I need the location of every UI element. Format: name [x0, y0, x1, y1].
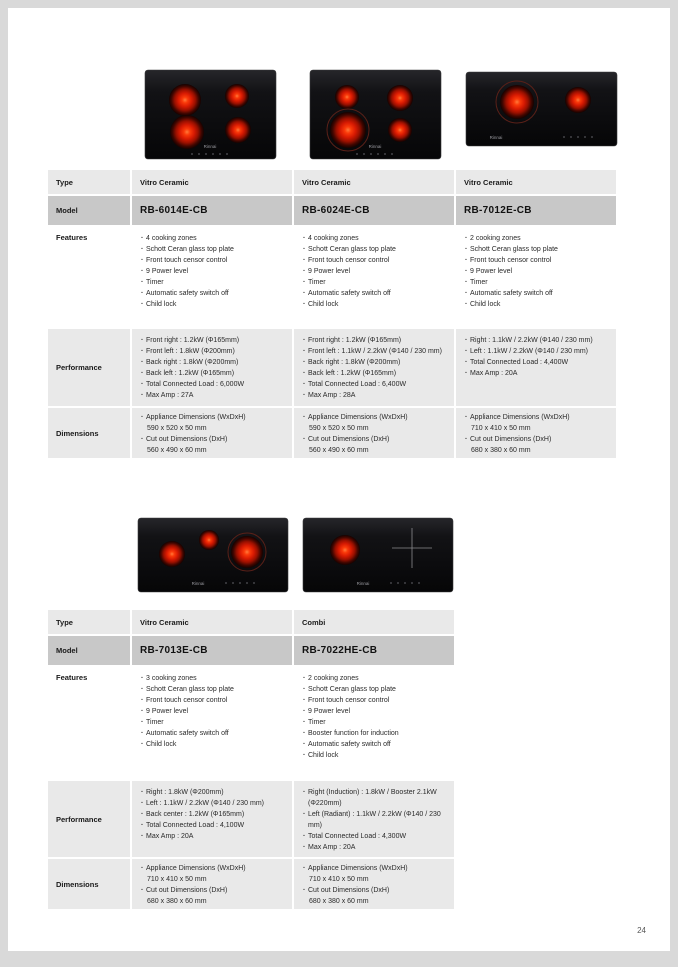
- row-label-type: Type: [48, 610, 130, 634]
- heating-zone: [330, 112, 366, 148]
- dimensions-list: · Appliance Dimensions (WxDxH) 590 x 520 x 50 mm · Cut out Dimensions (DxH) 560 x 490 x 60 mm: [294, 408, 454, 458]
- heating-zone: [199, 530, 219, 550]
- cooktop-illustration: [136, 514, 290, 596]
- page-number: 24: [637, 926, 646, 935]
- brand-logo: Rinnai: [489, 135, 503, 140]
- performance-list: · Front right : 1.2kW (Φ165mm) · Front left : 1.8kW (Φ200mm) · Back right : 1.8kW (Φ200mm) · Back left : 1.2kW (Φ165mm) · Total Connected Load : 6,000W · Max Amp : 27A: [132, 329, 292, 406]
- catalog-page: [8, 8, 670, 951]
- dimensions-list: · Appliance Dimensions (WxDxH) 710 x 410 x 50 mm · Cut out Dimensions (DxH) 680 x 380 x 60 mm: [456, 408, 616, 458]
- heating-zone: [330, 535, 360, 565]
- heating-zone: [500, 85, 534, 119]
- spec-row-dimensions: [48, 408, 670, 458]
- heating-zone: [225, 84, 249, 108]
- type-value: Vitro Ceramic: [132, 610, 292, 634]
- row-label-performance: Performance: [48, 781, 130, 857]
- features-list: · 4 cooking zones · Schott Ceran glass top plate · Front touch censor control · 9 Power level · Timer · Automatic safety switch off · Child lock: [294, 227, 454, 327]
- cooktop-illustration: [464, 68, 619, 150]
- model-value: RB-7013E-CB: [132, 636, 292, 665]
- type-value: Combi: [294, 610, 454, 634]
- brand-logo: Rinnai: [191, 581, 205, 586]
- performance-list: · Right : 1.1kW / 2.2kW (Φ140 / 230 mm) · Left : 1.1kW / 2.2kW (Φ140 / 230 mm) · Total Connected Load : 4,400W · Max Amp : 20A: [456, 329, 616, 406]
- spec-row-model: [48, 196, 670, 225]
- performance-list: · Right (Induction) : 1.8kW / Booster 2.1kW (Φ220mm) · Left (Radiant) : 1.1kW / 2.2kW (Φ140 / 230 mm) · Total Connected Load : 4,300W · Max Amp : 20A: [294, 781, 454, 857]
- heating-zone: [159, 541, 185, 567]
- type-value: Vitro Ceramic: [132, 170, 292, 194]
- product-image-rb-6014e-cb: [140, 68, 281, 162]
- brand-logo: Rinnai: [356, 581, 370, 586]
- model-value: RB-7022HE-CB: [294, 636, 454, 665]
- row-label-model: Model: [48, 196, 130, 225]
- heating-zone: [170, 115, 204, 149]
- product-image-rb-7022he-cb: [301, 514, 455, 596]
- type-value: Vitro Ceramic: [294, 170, 454, 194]
- product-image-rb-7012e-cb: [464, 68, 619, 150]
- dimensions-list: · Appliance Dimensions (WxDxH) 710 x 410 x 50 mm · Cut out Dimensions (DxH) 680 x 380 x 60 mm: [294, 859, 454, 909]
- heating-zone: [387, 85, 413, 111]
- spec-row-features: [48, 227, 670, 327]
- features-list: · 4 cooking zones · Schott Ceran glass top plate · Front touch censor control · 9 Power level · Timer · Automatic safety switch off · Child lock: [132, 227, 292, 327]
- brand-logo: Rinnai: [368, 144, 382, 149]
- cooktop-illustration: [301, 514, 455, 596]
- spec-row-performance: [48, 329, 670, 406]
- row-label-features: Features: [48, 227, 130, 327]
- row-label-performance: Performance: [48, 329, 130, 406]
- features-list: · 2 cooking zones · Schott Ceran glass top plate · Front touch censor control · 9 Power level · Timer · Automatic safety switch off · Child lock: [456, 227, 616, 327]
- heating-zone: [225, 117, 251, 143]
- spec-row-performance: [48, 781, 670, 857]
- spec-row-type: [48, 610, 670, 634]
- row-label-dimensions: Dimensions: [48, 859, 130, 909]
- features-list: · 2 cooking zones · Schott Ceran glass top plate · Front touch censor control · 9 Power level · Timer · Booster function for induction · Automatic safety switch off · Child lock: [294, 667, 454, 779]
- model-value: RB-6014E-CB: [132, 196, 292, 225]
- heating-zone: [231, 536, 263, 568]
- spec-row-dimensions: [48, 859, 670, 909]
- heating-zone: [388, 118, 412, 142]
- spec-table-top: [48, 170, 670, 458]
- brand-logo: Rinnai: [203, 144, 217, 149]
- spec-row-model: [48, 636, 670, 665]
- features-list: · 3 cooking zones · Schott Ceran glass top plate · Front touch censor control · 9 Power level · Timer · Automatic safety switch off · Child lock: [132, 667, 292, 779]
- performance-list: · Right : 1.8kW (Φ200mm) · Left : 1.1kW / 2.2kW (Φ140 / 230 mm) · Back center : 1.2kW (Φ165mm) · Total Connected Load : 4,100W · Max Amp : 20A: [132, 781, 292, 857]
- spec-row-type: [48, 170, 670, 194]
- row-label-model: Model: [48, 636, 130, 665]
- row-label-type: Type: [48, 170, 130, 194]
- heating-zone: [335, 85, 359, 109]
- dimensions-list: · Appliance Dimensions (WxDxH) 590 x 520 x 50 mm · Cut out Dimensions (DxH) 560 x 490 x 60 mm: [132, 408, 292, 458]
- dimensions-list: · Appliance Dimensions (WxDxH) 710 x 410 x 50 mm · Cut out Dimensions (DxH) 680 x 380 x 60 mm: [132, 859, 292, 909]
- model-value: RB-7012E-CB: [456, 196, 616, 225]
- row-label-dimensions: Dimensions: [48, 408, 130, 458]
- model-value: RB-6024E-CB: [294, 196, 454, 225]
- row-label-features: Features: [48, 667, 130, 779]
- heating-zone: [565, 87, 591, 113]
- cooktop-illustration: [305, 68, 446, 162]
- product-image-rb-6024e-cb: [305, 68, 446, 162]
- spec-table-bottom: [48, 610, 670, 909]
- spec-row-features: [48, 667, 670, 779]
- performance-list: · Front right : 1.2kW (Φ165mm) · Front left : 1.1kW / 2.2kW (Φ140 / 230 mm) · Back right : 1.8kW (Φ200mm) · Back left : 1.2kW (Φ165mm) · Total Connected Load : 6,400W · Max Amp : 28A: [294, 329, 454, 406]
- product-images-bottom: [8, 514, 670, 596]
- heating-zone: [169, 84, 201, 116]
- product-image-rb-7013e-cb: [136, 514, 290, 596]
- type-value: Vitro Ceramic: [456, 170, 616, 194]
- cooktop-illustration: [140, 68, 281, 162]
- product-images-top: [8, 68, 670, 162]
- cooktop-surface: [303, 518, 453, 592]
